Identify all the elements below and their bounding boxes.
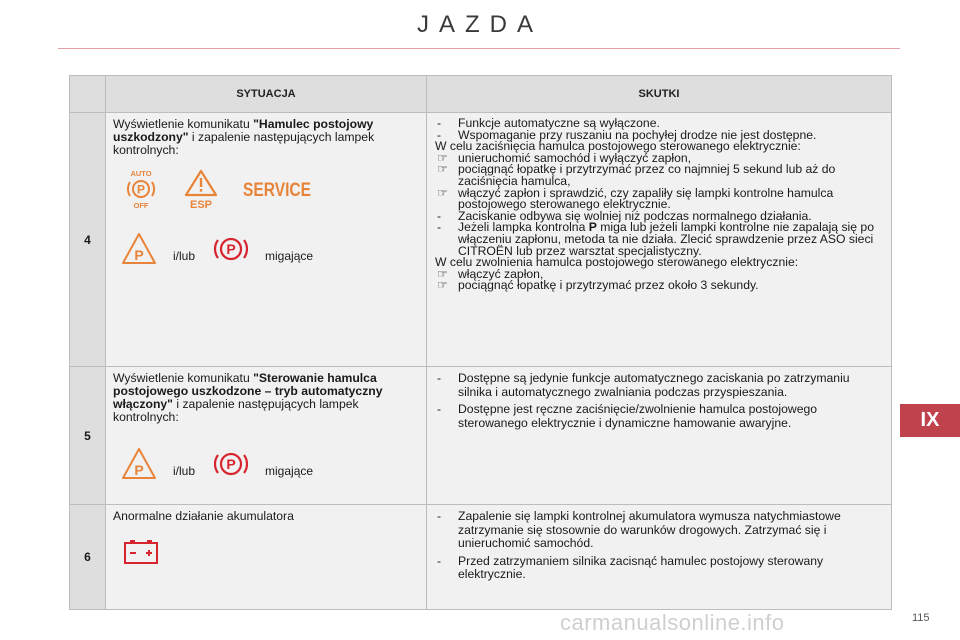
flashing-label: migające (265, 463, 314, 478)
table-header-row (70, 76, 892, 113)
auto-label: AUTO (130, 169, 152, 178)
situation-message: "Hamulec postojowy uszkodzony" (113, 117, 374, 144)
svg-text:P: P (134, 462, 144, 478)
parking-brake-icon (211, 232, 251, 266)
situation-cell (106, 113, 427, 367)
flashing-label: migające (265, 248, 314, 263)
situation-cell: Wyświetlenie komunikatu "Sterowanie hamulca postojowego uszkodzone – tryb automatyczny włączony" i zapalenie następujących lampek kontrolnych: P i/lub P migające (106, 367, 427, 505)
effect-subitem: ☞ włączyć zapłon, (437, 266, 544, 281)
brake-lamps-row (113, 229, 420, 269)
off-label: OFF (133, 201, 149, 210)
and-or-label: i/lub (173, 463, 196, 478)
effect-item: - Zaciskanie odbywa się wolniej niż podczas normalnego działania. (437, 208, 812, 223)
effect-item: - Wspomaganie przy ruszaniu na pochyłej drodze nie jest dostępne. (437, 127, 817, 142)
situation-message: "Sterowanie hamulca postojowego uszkodzone – tryb automatyczny włączony" (113, 371, 383, 411)
column-header-effects: SKUTKI (427, 76, 892, 113)
effect-item: - Przed zatrzymaniem silnika zacisnąć hamulec postojowy sterowany elektrycznie. (437, 553, 824, 581)
battery-lamp-row (123, 539, 420, 568)
effects-cell (427, 505, 892, 610)
effect-item: - Zapalenie się lampki kontrolnej akumulatora wymusza natychmiastowe zatrzymanie się stosownie do warunków drogowych. Zatrzymać się i unieruchomić samochód. (437, 509, 841, 550)
table-row (70, 113, 892, 367)
effect-subitem: ☞ włączyć zapłon i sprawdzić, czy zapaliły się lampki kontrolne hamulca postojowego sterowanego elektrycznie. (437, 185, 834, 212)
parking-brake-warning-icon (121, 232, 157, 266)
battery-warning-icon (123, 539, 159, 565)
situation-text-suffix: i zapalenie następujących lampek kontrolnych: (113, 130, 375, 157)
effect-item: - Dostępne jest ręczne zaciśnięcie/zwolnienie hamulca postojowego sterowanego elektrycznie i dynamiczne hamowanie awaryjne. (437, 402, 818, 430)
row-number: 6 (70, 505, 106, 610)
service-warning-icon (241, 176, 313, 202)
svg-text:P: P (136, 182, 146, 197)
table-row (70, 367, 892, 505)
column-header-num (70, 76, 106, 113)
effect-item: - Dostępne są jedynie funkcje automatycznego zaciskania po zatrzymaniu silnika i automatycznego zwalniania podczas przyspieszania. (437, 371, 850, 399)
warning-table (69, 75, 892, 610)
esp-label: ESP (189, 199, 213, 211)
row-number: 4 (70, 113, 106, 367)
effects-cell (427, 367, 892, 505)
effect-paragraph: W celu zwolnienia hamulca postojowego sterowanego elektrycznie: (435, 255, 799, 270)
table-row (70, 505, 892, 610)
effect-subitem: ☞ pociągnąć łopatkę i przytrzymać przez około 3 sekundy. (437, 278, 759, 293)
effect-item: - Funkcje automatyczne są wyłączone. (437, 116, 660, 130)
row-number: 5 (70, 367, 106, 505)
chapter-tab[interactable]: IX (900, 404, 960, 437)
service-label: SERVICE (243, 180, 311, 201)
situation-cell: Anormalne działanie akumulatora (106, 505, 427, 610)
header-divider (58, 48, 900, 49)
effect-subitem: ☞ unieruchomić samochód i wyłączyć zapłon, (437, 150, 692, 165)
parking-brake-warning-icon (121, 447, 157, 481)
parking-brake-icon (211, 447, 251, 481)
effect-subitem: ☞ pociągnąć łopatkę i przytrzymać przez co najmniej 5 sekund lub aż do zaciśnięcia hamulca, (437, 162, 836, 188)
svg-text:P: P (134, 247, 144, 263)
brake-lamps-row (113, 444, 420, 484)
and-or-label: i/lub (173, 248, 196, 263)
esp-warning-icon (183, 169, 219, 209)
auto-parking-brake-off-icon (121, 169, 161, 209)
page-number: 115 (912, 612, 930, 624)
effect-paragraph: W celu zaciśnięcia hamulca postojowego sterowanego elektrycznie: (435, 139, 801, 154)
svg-text:P: P (226, 241, 236, 257)
warning-lamps-row (113, 167, 420, 211)
column-header-situation: SYTUACJA (106, 76, 427, 113)
situation-text-prefix: Wyświetlenie komunikatu (113, 117, 254, 131)
page-title: JAZDA (416, 11, 543, 38)
effects-cell (427, 113, 892, 367)
svg-text:P: P (226, 456, 236, 472)
watermark: carmanualsonline.info (560, 610, 785, 635)
effect-item: - Jeżeli lampka kontrolna P miga lub jeżeli lampki kontrolne nie zapalają się po włączeniu zapłonu, metoda ta nie działa. Zlecić sprawdzenie przez ASO sieci CITROËN lub przez warsztat specjalistyczny. (437, 220, 874, 258)
